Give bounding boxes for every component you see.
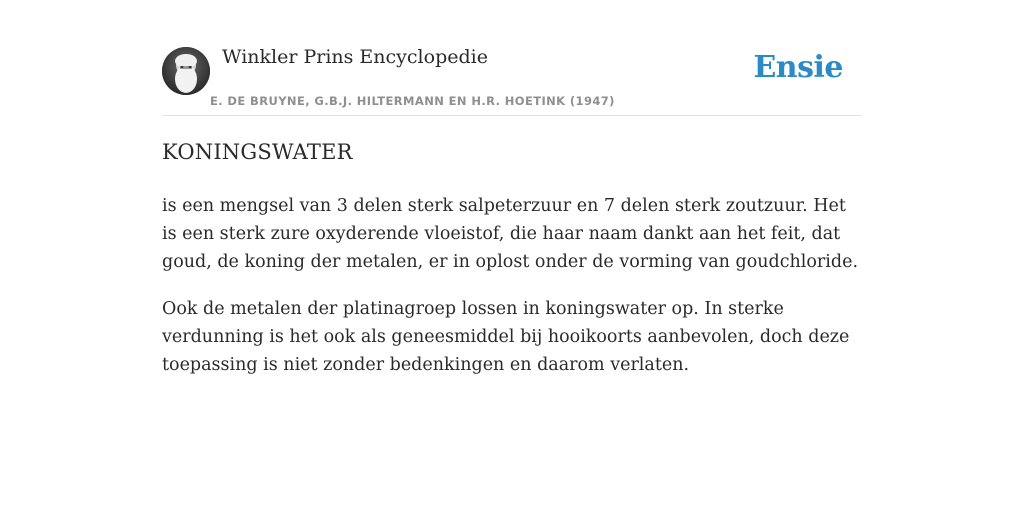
lemma-title: KONINGSWATER <box>162 140 353 164</box>
author-avatar[interactable] <box>162 47 210 95</box>
article-paragraph: Ook de metalen der platinagroep lossen in koningswater op. In sterke verdunning is het ook als geneesmiddel bij hooikoorts aanbevolen, doch deze toepassing is niet zonder bedenkingen en daarom verlaten. <box>162 299 850 375</box>
article-paragraph: is een mengsel van 3 delen sterk salpeterzuur en 7 delen sterk zoutzuur. Het is een sterk zure oxyderende vloeistof, die haar naam dankt aan het feit, dat goud, de koning der metalen, er in oplost onder de vorming van goudchloride. <box>162 196 859 272</box>
ensie-logo-link[interactable]: Ensie <box>753 50 843 85</box>
encyclopedia-authors: E. DE BRUYNE, G.B.J. HILTERMANN EN H.R. HOETINK (1947) <box>210 94 615 108</box>
article-body <box>162 192 862 398</box>
author-portrait-image <box>162 47 210 95</box>
encyclopedia-title[interactable]: Winkler Prins Encyclopedie <box>222 46 488 68</box>
source-header <box>162 40 862 116</box>
